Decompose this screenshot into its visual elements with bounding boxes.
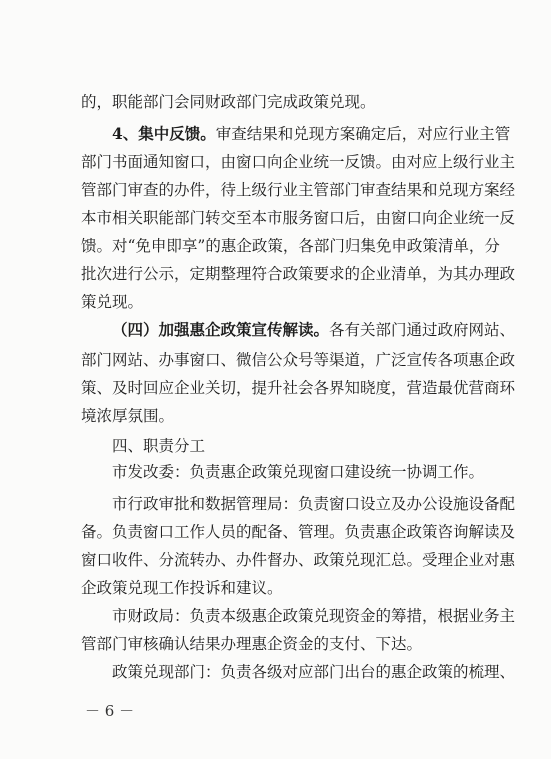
text-line: 管部门审查的办件，待上级行业主管部门审查结果和兑现方案经 [81, 181, 516, 199]
text-line: 管部门审核确认结果办理惠企资金的支付、下达。 [81, 635, 423, 653]
text-line: 本市相关职能部门转交至本市服务窗口后，由窗口向企业统一反 [81, 209, 516, 227]
text-segment: 审查结果和兑现方案确定后，对应行业主管 [215, 125, 511, 143]
text-line: 的，职能部门会同财政部门完成政策兑现。 [81, 93, 376, 111]
text-line: 境浓厚氛围。 [81, 407, 175, 425]
paragraph-line [112, 320, 516, 340]
paragraph-line [112, 124, 511, 144]
text-line: 企政策兑现工作投诉和建议。 [81, 579, 283, 597]
text-line: 政策兑现部门：负责各级对应部门出台的惠企政策的梳理、 [112, 663, 516, 681]
text-line: 策兑现。 [81, 293, 144, 311]
text-line: 市财政局：负责本级惠企政策兑现资金的筹措，根据业务主 [112, 607, 516, 625]
section-heading-si: （四）加强惠企政策宣传解读。 [112, 320, 330, 339]
page-number: － 6 － [85, 702, 135, 720]
text-line: 市发改委：负责惠企政策兑现窗口建设统一协调工作。 [112, 463, 485, 481]
text-segment: 各有关部门通过政府网站、 [329, 321, 516, 339]
text-line: 部门书面通知窗口，由窗口向企业统一反馈。由对应上级行业主 [81, 153, 516, 171]
text-line: 部门网站、办事窗口、微信公众号等渠道，广泛宣传各项惠企政 [81, 351, 516, 369]
section-heading-4: 4、集中反馈。 [112, 124, 216, 143]
text-line: 策、及时回应企业关切，提升社会各界知晓度，营造最优营商环 [81, 379, 516, 397]
text-line: 窗口收件、分流转办、办件督办、政策兑现汇总。受理企业对惠 [81, 551, 516, 569]
text-line: 馈。对“免申即享”的惠企政策，各部门归集免申政策清单，分 [81, 237, 500, 255]
text-line: 批次进行公示，定期整理符合政策要求的企业清单，为其办理政 [81, 265, 516, 283]
text-line: 备。负责窗口工作人员的配备、管理。负责惠企政策咨询解读及 [81, 523, 516, 541]
text-line: 市行政审批和数据管理局：负责窗口设立及办公设施设备配 [112, 495, 516, 513]
section-title: 四、职责分工 [112, 437, 206, 455]
